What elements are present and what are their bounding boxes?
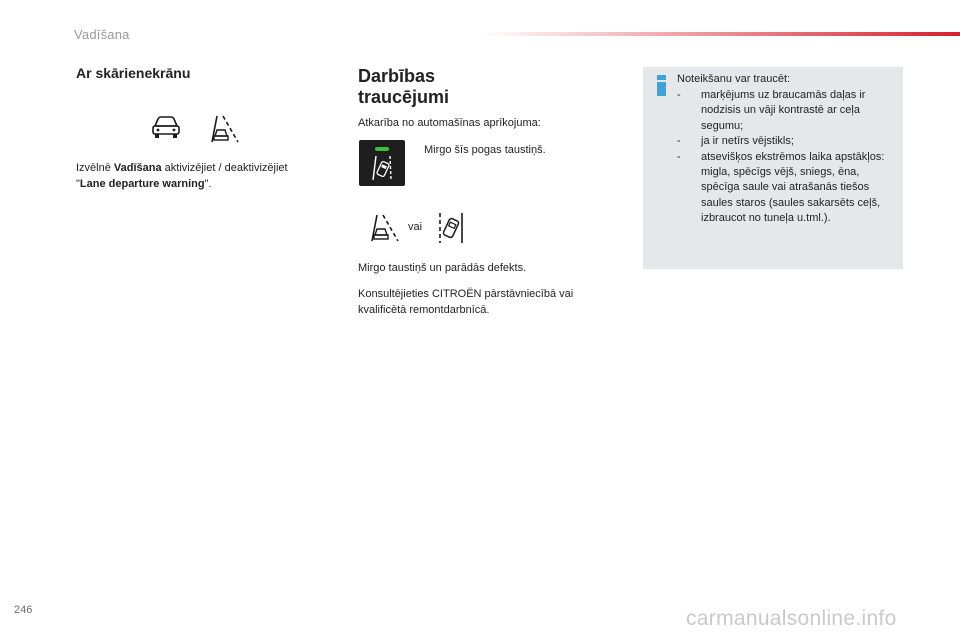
button-led-indicator (375, 147, 389, 151)
page-number: 246 (14, 604, 33, 616)
info-box (643, 67, 903, 269)
lane-car-icon (436, 211, 466, 245)
menu-name: Vadīšana (113, 162, 162, 174)
defect-text: Mirgo taustiņš un parādās defekts. (358, 262, 527, 274)
lane-car-icon (371, 155, 393, 181)
malfunctions-heading: Darbības traucējumi (358, 66, 450, 107)
list-item: - atsevišķos ekstrēmos laika apstākļos: migla, spēcīgs vējš, sniegs, ēna, spēcīga saule vai atrašanās tiešos saules staros (saules sakarsēts ceļš, izbraucot no tuneļa u.tml.). (677, 150, 885, 225)
consult-dealer-text: Konsultējieties CITROËN pārstāvniecībā vai kvalificētā remontdarbnīcā. (358, 288, 574, 316)
lane-departure-icon (368, 213, 400, 243)
list-item: - marķējums uz braucamās daļas ir nodzisis un vāji kontrastē ar ceļa segumu; (677, 89, 866, 132)
info-intro: Noteikšanu var traucēt: (677, 73, 791, 85)
touchscreen-heading: Ar skārienekrānu (76, 65, 191, 81)
watermark: carmanualsonline.info (686, 607, 897, 630)
section-title: Vadīšana (74, 27, 130, 42)
button-blinks-text: Mirgo šīs pogas taustiņš. (424, 144, 546, 156)
or-text: vai (408, 221, 423, 233)
header-divider (480, 32, 960, 36)
function-name: Lane departure warning (79, 178, 205, 190)
warning-icons-row (368, 211, 478, 245)
lane-warning-button (359, 140, 405, 186)
info-icon (657, 75, 666, 95)
touchscreen-instruction: Izvēlnē Vadīšana aktivizējiet / deaktivizējiet "Lane departure warning". (76, 162, 288, 190)
touchscreen-icons (150, 114, 240, 144)
car-front-icon (150, 114, 182, 140)
list-item: - ja ir netīrs vējstikls; (677, 135, 794, 148)
equipment-dependence-text: Atkarība no automašīnas aprīkojuma: (358, 117, 541, 129)
lane-departure-icon (208, 114, 240, 144)
info-list (677, 88, 897, 227)
